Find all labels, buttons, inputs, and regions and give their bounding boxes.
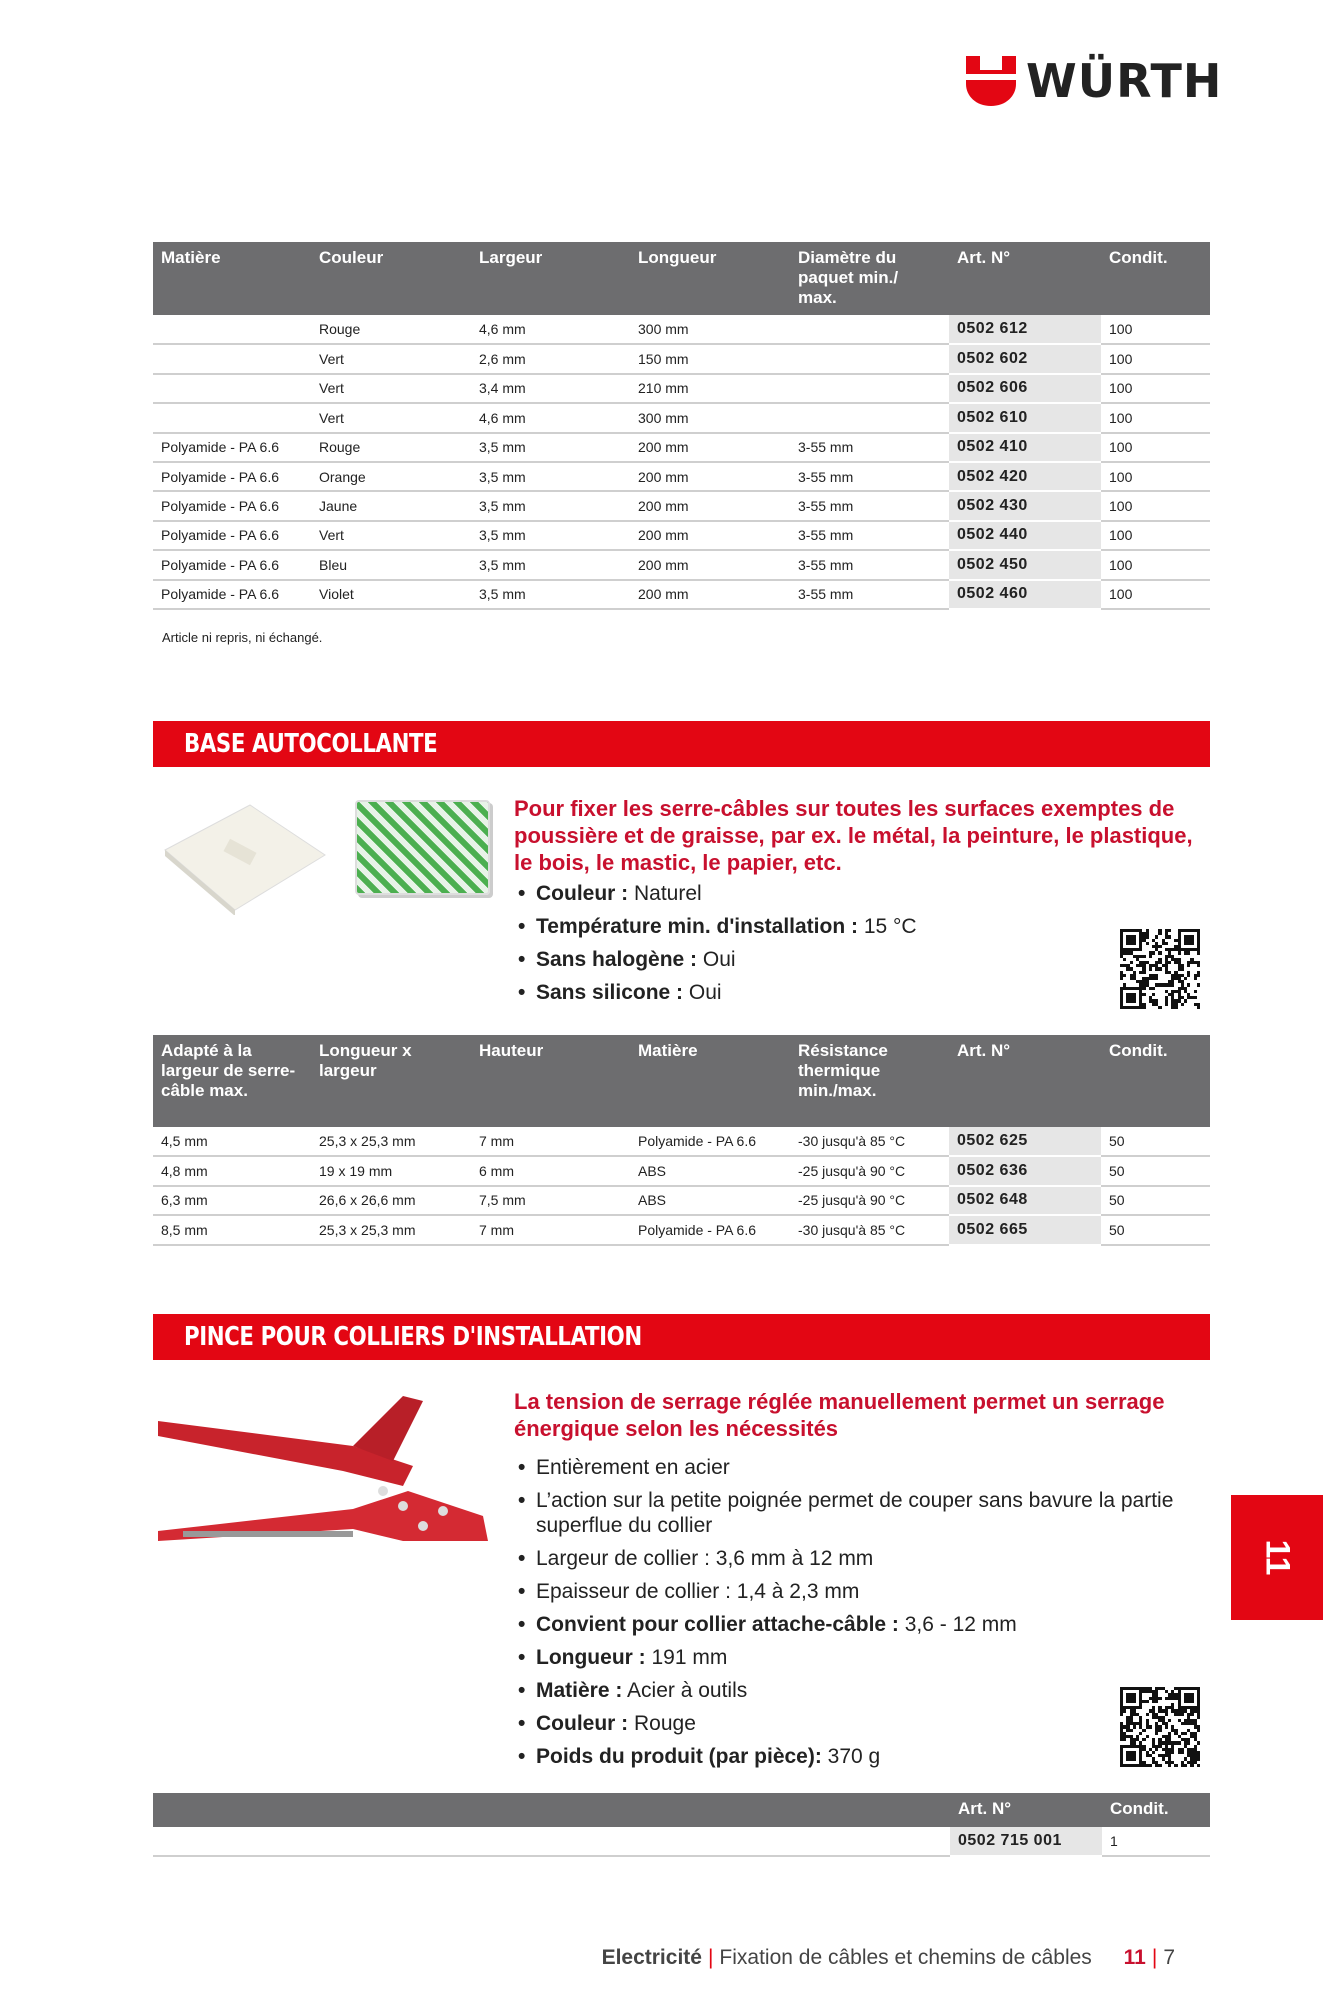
article-number: 0502 410 — [949, 433, 1101, 462]
feature-item — [518, 1455, 1208, 1480]
feature-value: Rouge — [628, 1712, 696, 1735]
chapter-number: 11 — [1258, 1539, 1297, 1576]
table-cell: Vert — [311, 374, 471, 403]
table-cell: 100 — [1101, 315, 1210, 344]
table-cell: 100 — [1101, 491, 1210, 520]
table-row — [153, 374, 1210, 403]
cable-tie-pliers-image — [153, 1391, 493, 1556]
table-row — [153, 462, 1210, 491]
footer-category: Electricité — [601, 1946, 702, 1969]
table-cell: Polyamide - PA 6.6 — [153, 521, 311, 550]
feature-value: 370 g — [821, 1745, 881, 1768]
table-cell: 4,6 mm — [471, 403, 630, 432]
feature-item — [518, 1711, 1208, 1736]
feature-value: L’action sur la petite poignée permet de couper sans bavure la partie superflue du collier — [536, 1489, 1174, 1537]
column-header: Matière — [153, 242, 311, 315]
table-cell — [790, 344, 949, 373]
table-row — [153, 315, 1210, 344]
article-number: 0502 636 — [949, 1156, 1101, 1185]
table-row — [153, 521, 1210, 550]
table-row — [153, 344, 1210, 373]
table-cell: 19 x 19 mm — [311, 1156, 471, 1185]
table-cell — [153, 344, 311, 373]
column-header: Art. N° — [949, 1035, 1101, 1127]
table-cell: 8,5 mm — [153, 1215, 311, 1244]
table-cell: 6 mm — [471, 1156, 630, 1185]
table-cell: Vert — [311, 344, 471, 373]
table-cell: 100 — [1101, 374, 1210, 403]
table-cell: 3-55 mm — [790, 550, 949, 579]
column-header: Matière — [630, 1035, 790, 1127]
table-cell: 100 — [1101, 403, 1210, 432]
adhesive-base-image — [155, 800, 330, 915]
feature-value: Naturel — [628, 882, 702, 905]
table-cell: 3,5 mm — [471, 521, 630, 550]
brand-name: WÜRTH — [1026, 54, 1223, 108]
table-cell: 100 — [1101, 550, 1210, 579]
section-title: PINCE POUR COLLIERS D'INSTALLATION — [184, 1322, 642, 1352]
feature-list — [518, 877, 1208, 1009]
feature-item — [518, 877, 1208, 910]
table-cell: 100 — [1101, 433, 1210, 462]
table-cell: 25,3 x 25,3 mm — [311, 1127, 471, 1156]
table-cell: -25 jusqu'à 90 °C — [790, 1186, 949, 1215]
section-headline: Pour fixer les serre-câbles sur toutes les surfaces exemptes de poussière et de graisse, par ex. le métal, la peinture, le plastique, le bois, le mastic, le papier, etc. — [514, 796, 1193, 875]
column-header: Diamètre du paquet min./ max. — [790, 242, 949, 315]
table-cell: 3,4 mm — [471, 374, 630, 403]
footer-separator: | — [707, 1946, 714, 1969]
table-cell: 25,3 x 25,3 mm — [311, 1215, 471, 1244]
adhesive-pad-image — [355, 800, 490, 895]
footer-subtitle: Fixation de câbles et chemins de câbles — [719, 1946, 1092, 1969]
feature-label: Couleur : — [536, 1712, 629, 1735]
column-header: Condit. — [1101, 242, 1210, 315]
table-cell: 3,5 mm — [471, 580, 630, 609]
table-cell: 100 — [1101, 521, 1210, 550]
table-cell: 3,5 mm — [471, 491, 630, 520]
table-cell: 4,6 mm — [471, 315, 630, 344]
table-cell: Orange — [311, 462, 471, 491]
table-row — [153, 491, 1210, 520]
feature-value: Acier à outils — [622, 1679, 748, 1702]
table-cell: 7,5 mm — [471, 1186, 630, 1215]
table-cell: 3,5 mm — [471, 462, 630, 491]
feature-item — [518, 1645, 1208, 1670]
section-title: BASE AUTOCOLLANTE — [184, 729, 438, 759]
feature-item — [518, 910, 1208, 943]
table-cell: 3,5 mm — [471, 550, 630, 579]
table-cell: 6,3 mm — [153, 1186, 311, 1215]
table-cell: 3-55 mm — [790, 491, 949, 520]
table-cell: Violet — [311, 580, 471, 609]
feature-label: Convient pour collier attache-câble : — [536, 1613, 899, 1636]
column-header: Longueur x largeur — [311, 1035, 471, 1127]
table-cell: Polyamide - PA 6.6 — [630, 1215, 790, 1244]
table-cell: Rouge — [311, 315, 471, 344]
wurth-logo — [966, 54, 1222, 108]
table-row — [153, 433, 1210, 462]
table-cell: Polyamide - PA 6.6 — [153, 550, 311, 579]
table-row — [153, 1156, 1210, 1185]
feature-value: 191 mm — [645, 1646, 728, 1669]
table-cell: 1 — [1102, 1827, 1210, 1856]
article-number: 0502 648 — [949, 1186, 1101, 1215]
column-header: Résistance thermique min./max. — [790, 1035, 949, 1127]
qr-code-icon[interactable] — [1120, 929, 1200, 1009]
feature-item — [518, 1488, 1208, 1538]
table-cell: 200 mm — [630, 433, 790, 462]
table-cell: Polyamide - PA 6.6 — [153, 433, 311, 462]
table-cell: 3,5 mm — [471, 433, 630, 462]
article-number: 0502 420 — [949, 462, 1101, 491]
column-header: Condit. — [1101, 1035, 1210, 1127]
article-number: 0502 460 — [949, 580, 1101, 609]
table-note: Article ni repris, ni échangé. — [162, 630, 323, 645]
article-number: 0502 665 — [949, 1215, 1101, 1244]
feature-label: Poids du produit (par pièce): — [536, 1745, 822, 1768]
feature-value: Oui — [683, 981, 722, 1004]
column-header: Condit. — [1102, 1793, 1210, 1827]
table-cell: 3-55 mm — [790, 433, 949, 462]
feature-item — [518, 943, 1208, 976]
table-cell: 200 mm — [630, 521, 790, 550]
article-number: 0502 440 — [949, 521, 1101, 550]
chapter-tab[interactable] — [1231, 1495, 1323, 1620]
table-cell: 100 — [1101, 580, 1210, 609]
feature-value: Largeur de collier : 3,6 mm à 12 mm — [536, 1547, 874, 1570]
table-cell: Polyamide - PA 6.6 — [153, 462, 311, 491]
table-cell: 3-55 mm — [790, 580, 949, 609]
table-cell: 50 — [1101, 1156, 1210, 1185]
table-cell — [790, 374, 949, 403]
feature-label: Longueur : — [536, 1646, 646, 1669]
feature-value: Epaisseur de collier : 1,4 à 2,3 mm — [536, 1580, 860, 1603]
article-number: 0502 606 — [949, 374, 1101, 403]
table-cell: 150 mm — [630, 344, 790, 373]
table-cell: Rouge — [311, 433, 471, 462]
table-row — [153, 550, 1210, 579]
table-cell: 3-55 mm — [790, 521, 949, 550]
article-number: 0502 602 — [949, 344, 1101, 373]
table-row — [153, 1186, 1210, 1215]
column-header: Longueur — [630, 242, 790, 315]
product-table-adhesive-base — [153, 1035, 1210, 1246]
footer-chapter: 11 — [1123, 1946, 1146, 1969]
column-header: Largeur — [471, 242, 630, 315]
footer-page-number: 7 — [1163, 1946, 1175, 1969]
table-cell — [790, 315, 949, 344]
table-cell-spacer — [153, 1827, 950, 1856]
table-cell: 4,5 mm — [153, 1127, 311, 1156]
table-cell: 3-55 mm — [790, 462, 949, 491]
article-number: 0502 612 — [949, 315, 1101, 344]
table-cell: Polyamide - PA 6.6 — [630, 1127, 790, 1156]
feature-item — [518, 976, 1208, 1009]
table-cell: 50 — [1101, 1186, 1210, 1215]
feature-value: 15 °C — [857, 915, 917, 938]
table-cell: 200 mm — [630, 580, 790, 609]
article-number: 0502 625 — [949, 1127, 1101, 1156]
table-cell: 100 — [1101, 344, 1210, 373]
feature-item — [518, 1612, 1208, 1637]
article-number: 0502 610 — [949, 403, 1101, 432]
feature-value: 3,6 - 12 mm — [898, 1613, 1017, 1636]
feature-value: Entièrement en acier — [536, 1456, 730, 1479]
table-cell: 7 mm — [471, 1215, 630, 1244]
table-cell: 7 mm — [471, 1127, 630, 1156]
feature-label: Sans silicone : — [536, 981, 684, 1004]
article-number: 0502 450 — [949, 550, 1101, 579]
product-table-pliers — [153, 1793, 1210, 1857]
article-number: 0502 430 — [949, 491, 1101, 520]
feature-list — [518, 1455, 1208, 1777]
column-header: Couleur — [311, 242, 471, 315]
feature-item — [518, 1579, 1208, 1604]
table-cell: 300 mm — [630, 315, 790, 344]
table-cell: 210 mm — [630, 374, 790, 403]
footer-separator: | — [1151, 1946, 1158, 1969]
column-header: Art. N° — [950, 1793, 1102, 1827]
feature-label: Matière : — [536, 1679, 623, 1702]
table-header-spacer — [153, 1793, 950, 1827]
table-cell: Vert — [311, 403, 471, 432]
table-cell: ABS — [630, 1156, 790, 1185]
table-cell: Bleu — [311, 550, 471, 579]
table-row — [153, 580, 1210, 609]
table-cell: Polyamide - PA 6.6 — [153, 580, 311, 609]
column-header: Hauteur — [471, 1035, 630, 1127]
table-cell — [153, 374, 311, 403]
table-cell: 50 — [1101, 1127, 1210, 1156]
product-table-cable-ties — [153, 242, 1210, 610]
table-cell — [153, 403, 311, 432]
qr-code-icon[interactable] — [1120, 1687, 1200, 1767]
table-cell: 300 mm — [630, 403, 790, 432]
table-cell: -25 jusqu'à 90 °C — [790, 1156, 949, 1185]
table-cell: -30 jusqu'à 85 °C — [790, 1215, 949, 1244]
table-row — [153, 1215, 1210, 1244]
article-number: 0502 715 001 — [950, 1827, 1102, 1856]
wurth-logo-icon — [966, 56, 1016, 106]
table-cell: Vert — [311, 521, 471, 550]
table-cell — [153, 315, 311, 344]
table-cell: -30 jusqu'à 85 °C — [790, 1127, 949, 1156]
table-cell: 2,6 mm — [471, 344, 630, 373]
table-cell: Jaune — [311, 491, 471, 520]
table-cell: 26,6 x 26,6 mm — [311, 1186, 471, 1215]
feature-item — [518, 1546, 1208, 1571]
feature-item — [518, 1678, 1208, 1703]
table-cell: 100 — [1101, 462, 1210, 491]
table-cell: 200 mm — [630, 462, 790, 491]
table-cell: 4,8 mm — [153, 1156, 311, 1185]
table-cell: Polyamide - PA 6.6 — [153, 491, 311, 520]
feature-value: Oui — [697, 948, 736, 971]
page-footer — [602, 1946, 1175, 1970]
table-row — [153, 403, 1210, 432]
feature-item — [518, 1744, 1208, 1769]
table-cell: 200 mm — [630, 550, 790, 579]
table-cell: 50 — [1101, 1215, 1210, 1244]
section-headline: La tension de serrage réglée manuellement permet un serrage énergique selon les nécessités — [514, 1389, 1165, 1441]
table-cell: 200 mm — [630, 491, 790, 520]
feature-label: Température min. d'installation : — [536, 915, 858, 938]
column-header: Adapté à la largeur de serre-câble max. — [153, 1035, 311, 1127]
section-header-pince — [153, 1314, 1210, 1360]
table-row — [153, 1827, 1210, 1856]
section-header-base-autocollante — [153, 721, 1210, 767]
table-cell: ABS — [630, 1186, 790, 1215]
feature-label: Sans halogène : — [536, 948, 698, 971]
table-row — [153, 1127, 1210, 1156]
table-cell — [790, 403, 949, 432]
column-header: Art. N° — [949, 242, 1101, 315]
feature-label: Couleur : — [536, 882, 629, 905]
